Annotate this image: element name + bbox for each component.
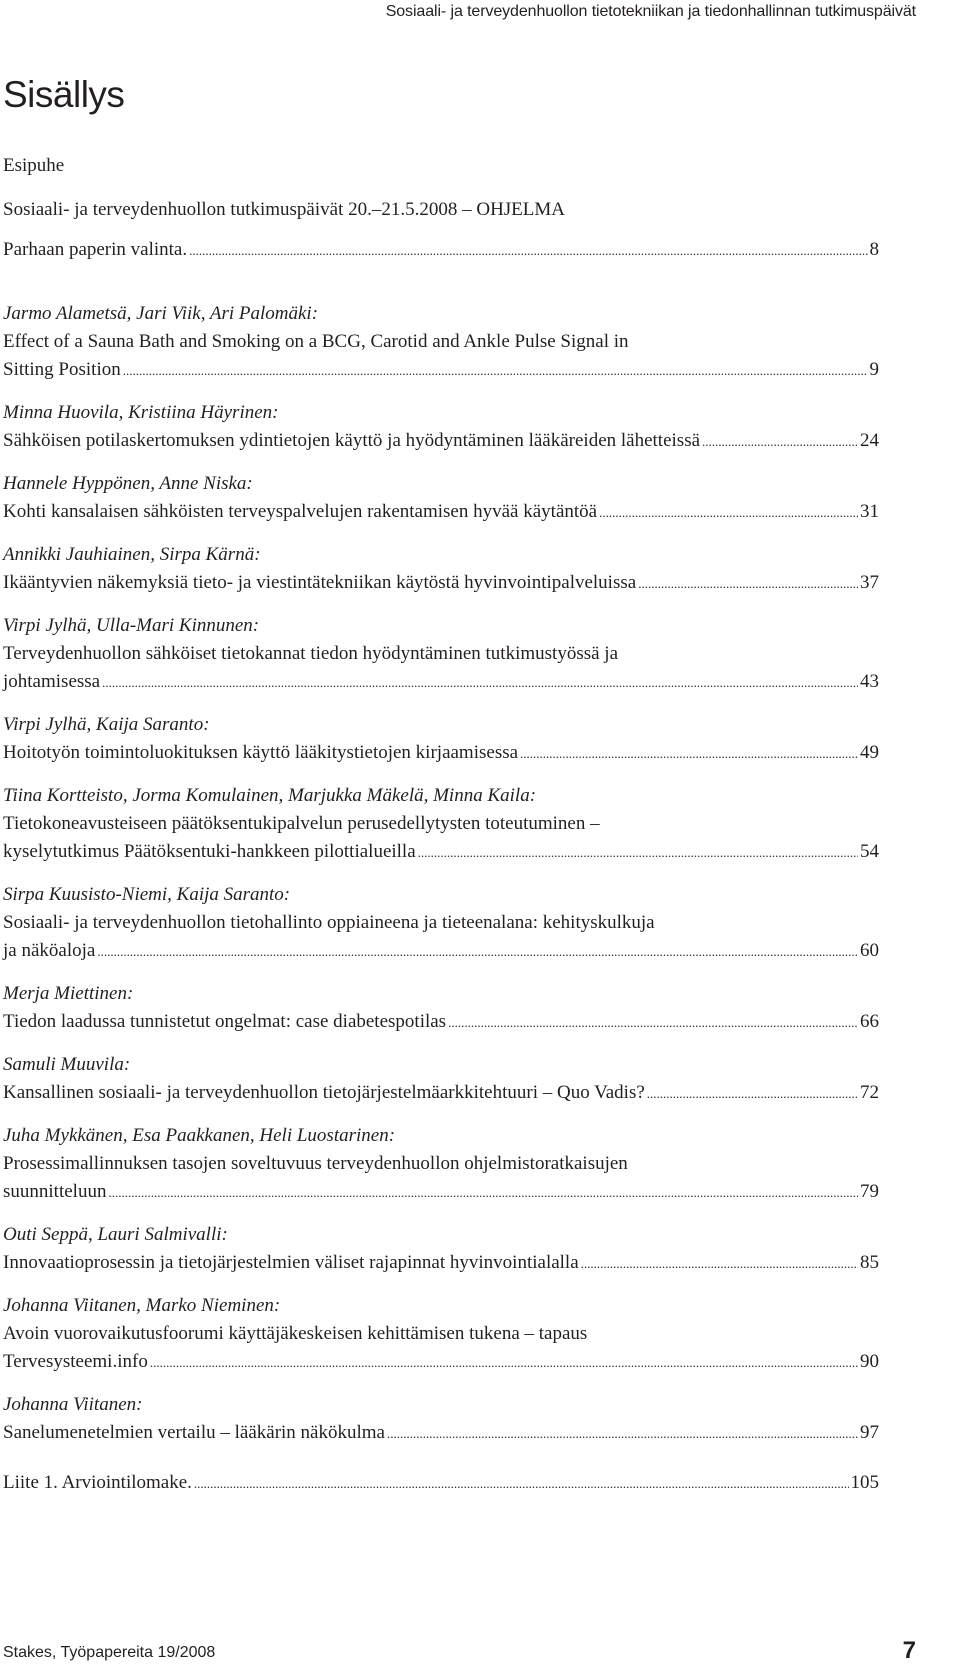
toc-entry-title-final-line xyxy=(3,1249,879,1278)
leader-dots xyxy=(647,1079,858,1108)
table-of-contents xyxy=(3,152,879,1498)
toc-entry-title-final-line xyxy=(3,838,879,867)
toc-entry-title: Tervesysteemi.info xyxy=(3,1351,148,1372)
leader-dots xyxy=(150,1348,858,1377)
toc-page-number: 9 xyxy=(869,359,879,380)
footer-page-number: 7 xyxy=(902,1637,916,1664)
footer-publication: Stakes, Työpapereita 19/2008 xyxy=(3,1644,216,1661)
toc-entry-title-final-line xyxy=(3,1178,879,1207)
toc-entry-title-line: Tietokoneavusteiseen päätöksentukipalvelun perusedellytysten toteutuminen – xyxy=(3,813,600,834)
toc-entry[interactable] xyxy=(3,1221,879,1278)
toc-page-number: 49 xyxy=(860,742,879,763)
leader-dots xyxy=(102,668,858,697)
toc-page-number: 24 xyxy=(860,430,879,451)
toc-entry[interactable] xyxy=(3,711,879,768)
toc-entry-title: Kohti kansalaisen sähköisten terveyspalvelujen rakentamisen hyvää käytäntöä xyxy=(3,501,598,522)
toc-entry-title: Sitting Position xyxy=(3,359,121,380)
toc-entry-authors: Outi Seppä, Lauri Salmivalli: xyxy=(3,1224,228,1245)
toc-entry-title: suunnitteluun xyxy=(3,1181,107,1202)
toc-page-number: 54 xyxy=(860,841,879,862)
toc-entry-title-final-line xyxy=(3,937,879,966)
toc-page-number: 43 xyxy=(860,671,879,692)
toc-entry-title: Tiedon laadussa tunnistetut ongelmat: case diabetespotilas xyxy=(3,1011,447,1032)
leader-dots xyxy=(599,498,858,527)
toc-entry-title: Sähköisen potilaskertomuksen ydintietojen käyttö ja hyödyntäminen lääkäreiden lähetteissä xyxy=(3,430,701,451)
toc-entry-title: Innovaatioprosessin ja tietojärjestelmien väliset rajapinnat hyvinvointialalla xyxy=(3,1252,579,1273)
toc-entry-title: Hoitotyön toimintoluokituksen käyttö lääkitystietojen kirjaamisessa xyxy=(3,742,519,763)
toc-entry-title-final-line xyxy=(3,498,879,527)
toc-entry-title: Ikääntyvien näkemyksiä tieto- ja viestintätekniikan käytöstä hyvinvointipalveluissa xyxy=(3,572,637,593)
toc-entry[interactable] xyxy=(3,612,879,697)
toc-entry-title-final-line xyxy=(3,1008,879,1037)
toc-entry-authors: Tiina Kortteisto, Jorma Komulainen, Marjukka Mäkelä, Minna Kaila: xyxy=(3,785,537,806)
toc-entry-authors: Samuli Muuvila: xyxy=(3,1054,131,1075)
toc-entry-authors: Johanna Viitanen, Marko Nieminen: xyxy=(3,1295,281,1316)
toc-entry[interactable] xyxy=(3,1122,879,1207)
toc-entry[interactable] xyxy=(3,1391,879,1448)
leader-dots xyxy=(702,427,858,456)
toc-entry-title-line: Prosessimallinnuksen tasojen soveltuvuus terveydenhuollon ohjelmistoratkaisujen xyxy=(3,1153,628,1174)
toc-page-number: 66 xyxy=(860,1011,879,1032)
toc-entry[interactable] xyxy=(3,470,879,527)
leader-dots xyxy=(448,1008,858,1037)
toc-entry-authors: Annikki Jauhiainen, Sirpa Kärnä: xyxy=(3,544,261,565)
toc-entry[interactable] xyxy=(3,1292,879,1377)
toc-entry-title-final-line xyxy=(3,1348,879,1377)
toc-entry-title-final-line xyxy=(3,668,879,697)
toc-entry[interactable] xyxy=(3,399,879,456)
toc-entry[interactable] xyxy=(3,300,879,385)
toc-page-number: 79 xyxy=(860,1181,879,1202)
leader-dots xyxy=(189,236,867,265)
toc-entry-authors: Virpi Jylhä, Kaija Saranto: xyxy=(3,714,210,735)
toc-entry-title-final-line xyxy=(3,569,879,598)
toc-entry-authors: Sirpa Kuusisto-Niemi, Kaija Saranto: xyxy=(3,884,291,905)
toc-entry-authors: Minna Huovila, Kristiina Häyrinen: xyxy=(3,402,279,423)
toc-entry-title: Kansallinen sosiaali- ja terveydenhuollon tietojärjestelmäarkkitehtuuri – Quo Vadis? xyxy=(3,1082,645,1103)
toc-entries xyxy=(3,300,879,1448)
toc-item-paras[interactable] xyxy=(3,236,879,265)
toc-entry[interactable] xyxy=(3,541,879,598)
toc-item-title: Liite 1. Arviointilomake. xyxy=(3,1472,192,1493)
leader-dots xyxy=(123,356,868,385)
toc-entry-title-line: Sosiaali- ja terveydenhuollon tietohallinto oppiaineena ja tieteenalana: kehityskulkuja xyxy=(3,912,655,933)
leader-dots xyxy=(418,838,858,867)
toc-entry-authors: Merja Miettinen: xyxy=(3,983,134,1004)
page-title: Sisällys xyxy=(3,74,125,115)
toc-entry-authors: Juha Mykkänen, Esa Paakkanen, Heli Luostarinen: xyxy=(3,1125,396,1146)
toc-page-number: 31 xyxy=(860,501,879,522)
leader-dots xyxy=(638,569,858,598)
toc-item-title: Parhaan paperin valinta. xyxy=(3,239,188,260)
toc-entry-title-final-line xyxy=(3,427,879,456)
toc-page-number: 72 xyxy=(860,1082,879,1103)
leader-dots xyxy=(194,1469,849,1498)
running-header: Sosiaali- ja terveydenhuollon tietotekniikan ja tiedonhallinnan tutkimuspäivät xyxy=(385,3,916,20)
toc-entry-title-line: Effect of a Sauna Bath and Smoking on a BCG, Carotid and Ankle Pulse Signal in xyxy=(3,331,629,352)
toc-entry-title-final-line xyxy=(3,1419,879,1448)
leader-dots xyxy=(97,937,858,966)
toc-entry[interactable] xyxy=(3,1051,879,1108)
toc-entry-title-final-line xyxy=(3,356,879,385)
toc-entry-title-line: Avoin vuorovaikutusfoorumi käyttäjäkeskeisen kehittämisen tukena – tapaus xyxy=(3,1323,588,1344)
toc-entry[interactable] xyxy=(3,881,879,966)
toc-entry-authors: Johanna Viitanen: xyxy=(3,1394,143,1415)
toc-entry-authors: Jarmo Alametsä, Jari Viik, Ari Palomäki: xyxy=(3,303,319,324)
leader-dots xyxy=(387,1419,858,1448)
toc-entry-title: ja näköaloja xyxy=(3,940,96,961)
toc-item-appendix[interactable] xyxy=(3,1469,879,1498)
leader-dots xyxy=(520,739,858,768)
leader-dots xyxy=(108,1178,858,1207)
toc-page-number: 90 xyxy=(860,1351,879,1372)
toc-page-number: 85 xyxy=(860,1252,879,1273)
toc-item-ohjelma[interactable]: Sosiaali- ja terveydenhuollon tutkimuspäivät 20.–21.5.2008 – OHJELMA xyxy=(3,199,566,220)
toc-page-number: 60 xyxy=(860,940,879,961)
toc-page-number: 37 xyxy=(860,572,879,593)
toc-page-number: 105 xyxy=(850,1472,879,1493)
toc-page-number: 97 xyxy=(860,1422,879,1443)
toc-item-esipuhe[interactable]: Esipuhe xyxy=(3,155,65,176)
toc-entry-title: kyselytutkimus Päätöksentuki-hankkeen pilottialueilla xyxy=(3,841,416,862)
toc-entry[interactable] xyxy=(3,782,879,867)
toc-entry-title: johtamisessa xyxy=(3,671,101,692)
toc-entry-title-line: Terveydenhuollon sähköiset tietokannat tiedon hyödyntäminen tutkimustyössä ja xyxy=(3,643,619,664)
leader-dots xyxy=(581,1249,858,1278)
toc-entry-title: Sanelumenetelmien vertailu – lääkärin näkökulma xyxy=(3,1422,385,1443)
toc-entry-authors: Hannele Hyppönen, Anne Niska: xyxy=(3,473,253,494)
toc-entry-authors: Virpi Jylhä, Ulla-Mari Kinnunen: xyxy=(3,615,260,636)
toc-entry[interactable] xyxy=(3,980,879,1037)
toc-entry-title-final-line xyxy=(3,739,879,768)
toc-page-number: 8 xyxy=(869,239,879,260)
toc-entry-title-final-line xyxy=(3,1079,879,1108)
